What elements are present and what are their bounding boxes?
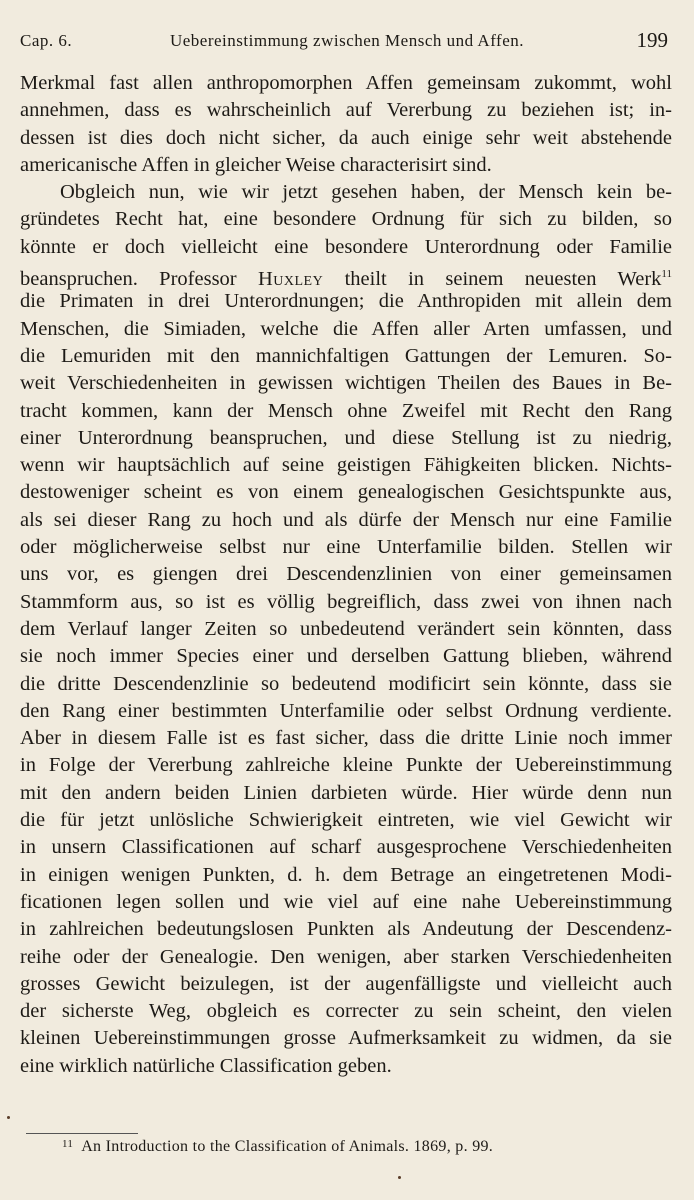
chapter-label: Cap. 6.	[20, 31, 73, 50]
text-line: americanische Affen in gleicher Weise characterisirt sind.	[20, 153, 492, 176]
text-line: als sei dieser Rang zu hoch und als dürfe der Mensch nur eine Familie	[20, 508, 672, 531]
text-line: Stammform aus, so ist es völlig begreiflich, dass zwei von ihnen nach	[20, 590, 672, 613]
text-line: die Primaten in drei Unterordnungen; die Anthropiden mit allein dem	[20, 290, 672, 313]
text-line: die Lemuriden mit den mannichfaltigen Gattungen der Lemuren. So-	[20, 344, 672, 367]
text-line: den Rang einer bestimmten Unterfamilie oder selbst Ordnung verdiente.	[20, 699, 672, 722]
text-fragment: theilt in seinem neuesten Werk	[344, 268, 662, 291]
text-line: der sicherste Weg, obgleich es correcter zu sein scheint, den vielen	[20, 1000, 672, 1023]
footnote-divider	[26, 1133, 138, 1134]
paragraph-first-line: Obgleich nun, wie wir jetzt gesehen haben, der Mensch kein be-	[60, 181, 672, 204]
footnote-text: An Introduction to the Classification of Animals. 1869, p. 99.	[81, 1138, 494, 1155]
print-speck	[398, 1176, 401, 1179]
text-line: weit Verschiedenheiten in gewissen wichtigen Theilen des Baues in Be-	[20, 372, 672, 395]
running-header	[20, 28, 674, 58]
text-line: dem Verlauf langer Zeiten so unbedeutend verändert sein könnten, dass	[20, 617, 672, 640]
author-name: Huxley	[257, 268, 324, 291]
text-line: mit den andern beiden Linien darbieten würde. Hier würde denn nun	[20, 781, 672, 804]
text-line: in Folge der Vererbung zahlreiche kleine Punkte der Uebereinstimmung	[20, 754, 672, 777]
text-line: könnte er doch vielleicht eine besondere Unterordnung oder Familie	[20, 235, 672, 258]
text-line: Menschen, die Simiaden, welche die Affen aller Arten umfassen, und	[20, 317, 672, 340]
text-line: in zahlreichen bedeutungslosen Punkten als Andeutung der Descendenz-	[20, 918, 672, 941]
text-line: reihe oder der Genealogie. Den wenigen, aber starken Verschiedenheiten	[20, 945, 672, 968]
text-line: gründetes Recht hat, eine besondere Ordnung für sich zu bilden, so	[20, 208, 672, 231]
text-line: Aber in diesem Falle ist es fast sicher, dass die dritte Linie noch immer	[20, 727, 672, 750]
text-line: in einigen wenigen Punkten, d. h. dem Betrage an eingetretenen Modi-	[20, 863, 672, 886]
text-line: dessen ist dies doch nicht sicher, da auch einige sehr weit abstehende	[20, 126, 672, 149]
text-line: einer Unterordnung beanspruchen, und diese Stellung ist zu niedrig,	[20, 426, 672, 449]
text-line: oder möglicherweise selbst nur eine Unterfamilie bilden. Stellen wir	[20, 536, 672, 559]
body-text	[20, 70, 672, 1080]
text-line: die dritte Descendenzlinie so bedeutend modificirt sein könnte, dass sie	[20, 672, 672, 695]
footnote-reference[interactable]: 11	[661, 268, 672, 281]
text-line: uns vor, es giengen drei Descendenzlinien von einer gemeinsamen	[20, 563, 672, 586]
text-line: eine wirklich natürliche Classification geben.	[20, 1054, 392, 1077]
text-line: grosses Gewicht beizulegen, ist der augenfälligste und vielleicht auch	[20, 972, 672, 995]
text-fragment: beanspruchen. Professor	[20, 268, 237, 291]
text-line: annehmen, dass es wahrscheinlich auf Vererbung zu beziehen ist; in-	[20, 99, 672, 122]
text-line: wenn wir hauptsächlich auf seine geistigen Fähigkeiten blicken. Nichts-	[20, 454, 672, 477]
page-number: 199	[636, 28, 668, 52]
text-line: ficationen legen sollen und wie viel auf eine nahe Uebereinstimmung	[20, 890, 672, 913]
running-title: Uebereinstimmung zwischen Mensch und Affen.	[169, 31, 525, 50]
text-line: destoweniger scheint es von einem genealogischen Gesichtspunkte aus,	[20, 481, 672, 504]
text-line: in unsern Classificationen auf scharf ausgesprochene Verschiedenheiten	[20, 836, 672, 859]
text-line: Merkmal fast allen anthropomorphen Affen gemeinsam zukommt, wohl	[20, 72, 672, 94]
text-line: sie noch immer Species einer und derselben Gattung blieben, während	[20, 645, 672, 668]
text-line: tracht kommen, kann der Mensch ohne Zweifel mit Recht den Rang	[20, 399, 672, 422]
print-speck	[7, 1116, 10, 1119]
footnote	[62, 1138, 493, 1156]
text-line: die für jetzt unlösliche Schwierigkeit eintreten, wie viel Gewicht wir	[20, 809, 672, 832]
footnote-number: 11	[62, 1138, 74, 1150]
text-line-with-citation	[20, 261, 672, 291]
text-line: kleinen Uebereinstimmungen grosse Aufmerksamkeit zu widmen, da sie	[20, 1027, 672, 1050]
